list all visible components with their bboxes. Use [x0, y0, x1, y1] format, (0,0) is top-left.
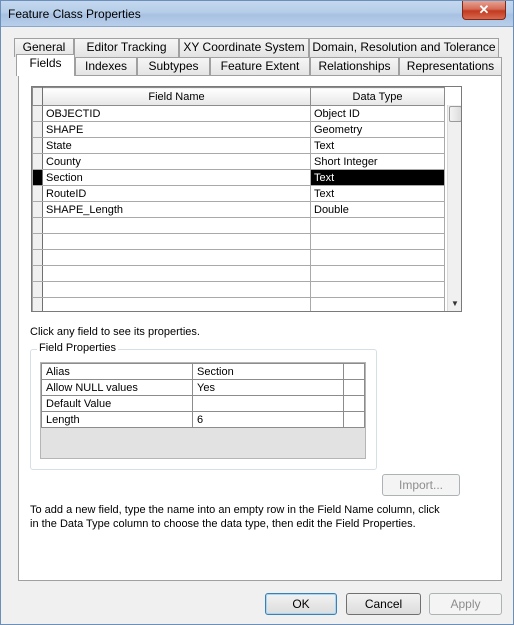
- data-type-cell[interactable]: Short Integer: [311, 154, 445, 170]
- row-selector[interactable]: [33, 154, 43, 170]
- data-type-cell[interactable]: [311, 282, 445, 298]
- fields-grid[interactable]: [31, 86, 462, 312]
- row-selector[interactable]: [33, 218, 43, 234]
- data-type-cell[interactable]: [311, 234, 445, 250]
- cancel-button[interactable]: Cancel: [346, 593, 421, 615]
- empty-field-row[interactable]: [33, 282, 445, 298]
- field-name-cell[interactable]: OBJECTID: [43, 106, 311, 122]
- window-title: Feature Class Properties: [8, 7, 141, 21]
- tab-xy-coordinate-system[interactable]: XY Coordinate System: [179, 38, 309, 57]
- row-selector[interactable]: [33, 250, 43, 266]
- row-selector[interactable]: [33, 282, 43, 298]
- field-row[interactable]: [33, 186, 445, 202]
- add-field-instructions: To add a new field, type the name into an empty row in the Field Name column, click in the Data Type column to choose the data type, then edit the Field Properties.: [30, 504, 440, 530]
- field-name-cell[interactable]: [43, 282, 311, 298]
- property-extra-cell: [344, 412, 365, 428]
- field-name-cell[interactable]: [43, 266, 311, 282]
- empty-field-row[interactable]: [33, 266, 445, 282]
- field-name-cell[interactable]: State: [43, 138, 311, 154]
- fields-tab-panel: [18, 75, 502, 581]
- row-selector-header: [33, 88, 43, 106]
- grid-header-row: [33, 88, 445, 106]
- data-type-cell[interactable]: [311, 218, 445, 234]
- field-name-cell[interactable]: County: [43, 154, 311, 170]
- import-button[interactable]: Import...: [382, 474, 460, 496]
- property-row[interactable]: [42, 412, 365, 428]
- dialog-client-area: [4, 27, 511, 622]
- data-type-cell[interactable]: Double: [311, 202, 445, 218]
- property-value[interactable]: [193, 396, 344, 412]
- data-type-cell[interactable]: Geometry: [311, 122, 445, 138]
- data-type-cell[interactable]: Text: [311, 138, 445, 154]
- tab-subtypes[interactable]: Subtypes: [137, 57, 210, 76]
- tab-relationships[interactable]: Relationships: [310, 57, 399, 76]
- tab-fields[interactable]: Fields: [16, 54, 75, 76]
- field-properties-title: Field Properties: [39, 342, 117, 354]
- row-selector[interactable]: [33, 202, 43, 218]
- field-row[interactable]: [33, 122, 445, 138]
- field-name-cell[interactable]: SHAPE_Length: [43, 202, 311, 218]
- property-value[interactable]: Yes: [193, 380, 344, 396]
- row-selector[interactable]: [33, 298, 43, 313]
- property-row[interactable]: [42, 364, 365, 380]
- field-row-selected[interactable]: [33, 170, 445, 186]
- property-extra-cell: [344, 396, 365, 412]
- property-label: Alias: [42, 364, 193, 380]
- field-row[interactable]: [33, 138, 445, 154]
- tab-editor-tracking[interactable]: Editor Tracking: [74, 38, 179, 57]
- field-properties-group: [30, 342, 377, 470]
- title-bar[interactable]: [1, 1, 513, 27]
- field-name-cell[interactable]: [43, 234, 311, 250]
- fields-hint-text: Click any field to see its properties.: [30, 326, 200, 338]
- close-icon: ✕: [478, 2, 490, 17]
- data-type-cell-selected[interactable]: Text: [311, 170, 445, 186]
- data-type-cell[interactable]: [311, 298, 445, 313]
- column-header-data-type[interactable]: Data Type: [311, 88, 445, 106]
- field-name-cell[interactable]: Section: [43, 170, 311, 186]
- tab-feature-extent[interactable]: Feature Extent: [210, 57, 310, 76]
- field-name-cell[interactable]: RouteID: [43, 186, 311, 202]
- data-type-cell[interactable]: Object ID: [311, 106, 445, 122]
- row-selector-current[interactable]: [33, 170, 43, 186]
- row-selector[interactable]: [33, 186, 43, 202]
- empty-field-row[interactable]: [33, 250, 445, 266]
- tab-representations[interactable]: Representations: [399, 57, 502, 76]
- property-label: Length: [42, 412, 193, 428]
- column-header-field-name[interactable]: Field Name: [43, 88, 311, 106]
- scrollbar-thumb[interactable]: [449, 106, 462, 122]
- empty-field-row[interactable]: [33, 218, 445, 234]
- tab-indexes[interactable]: Indexes: [75, 57, 137, 76]
- property-row[interactable]: [42, 396, 365, 412]
- row-selector[interactable]: [33, 106, 43, 122]
- data-type-cell[interactable]: [311, 250, 445, 266]
- scroll-down-arrow-icon[interactable]: ▼: [451, 299, 459, 308]
- tab-general[interactable]: General: [14, 38, 74, 57]
- row-selector[interactable]: [33, 266, 43, 282]
- row-selector[interactable]: [33, 234, 43, 250]
- field-row[interactable]: [33, 154, 445, 170]
- property-value[interactable]: Section: [193, 364, 344, 380]
- data-type-cell[interactable]: [311, 266, 445, 282]
- property-extra-cell: [344, 364, 365, 380]
- fields-grid-scrollbar[interactable]: [447, 105, 462, 312]
- row-selector[interactable]: [33, 138, 43, 154]
- apply-button[interactable]: Apply: [429, 593, 502, 615]
- field-row[interactable]: [33, 106, 445, 122]
- ok-button[interactable]: OK: [265, 593, 337, 615]
- field-name-cell[interactable]: [43, 218, 311, 234]
- property-label: Default Value: [42, 396, 193, 412]
- field-row[interactable]: [33, 202, 445, 218]
- field-name-cell[interactable]: SHAPE: [43, 122, 311, 138]
- empty-field-row[interactable]: [33, 234, 445, 250]
- tab-domain-resolution-tolerance[interactable]: Domain, Resolution and Tolerance: [309, 38, 499, 57]
- property-value[interactable]: 6: [193, 412, 344, 428]
- empty-field-row[interactable]: [33, 298, 445, 313]
- property-label: Allow NULL values: [42, 380, 193, 396]
- close-button[interactable]: [462, 1, 506, 20]
- row-selector[interactable]: [33, 122, 43, 138]
- data-type-cell[interactable]: Text: [311, 186, 445, 202]
- field-properties-grid[interactable]: [40, 362, 366, 459]
- field-name-cell[interactable]: [43, 298, 311, 313]
- property-extra-cell: [344, 380, 365, 396]
- property-row[interactable]: [42, 380, 365, 396]
- field-name-cell[interactable]: [43, 250, 311, 266]
